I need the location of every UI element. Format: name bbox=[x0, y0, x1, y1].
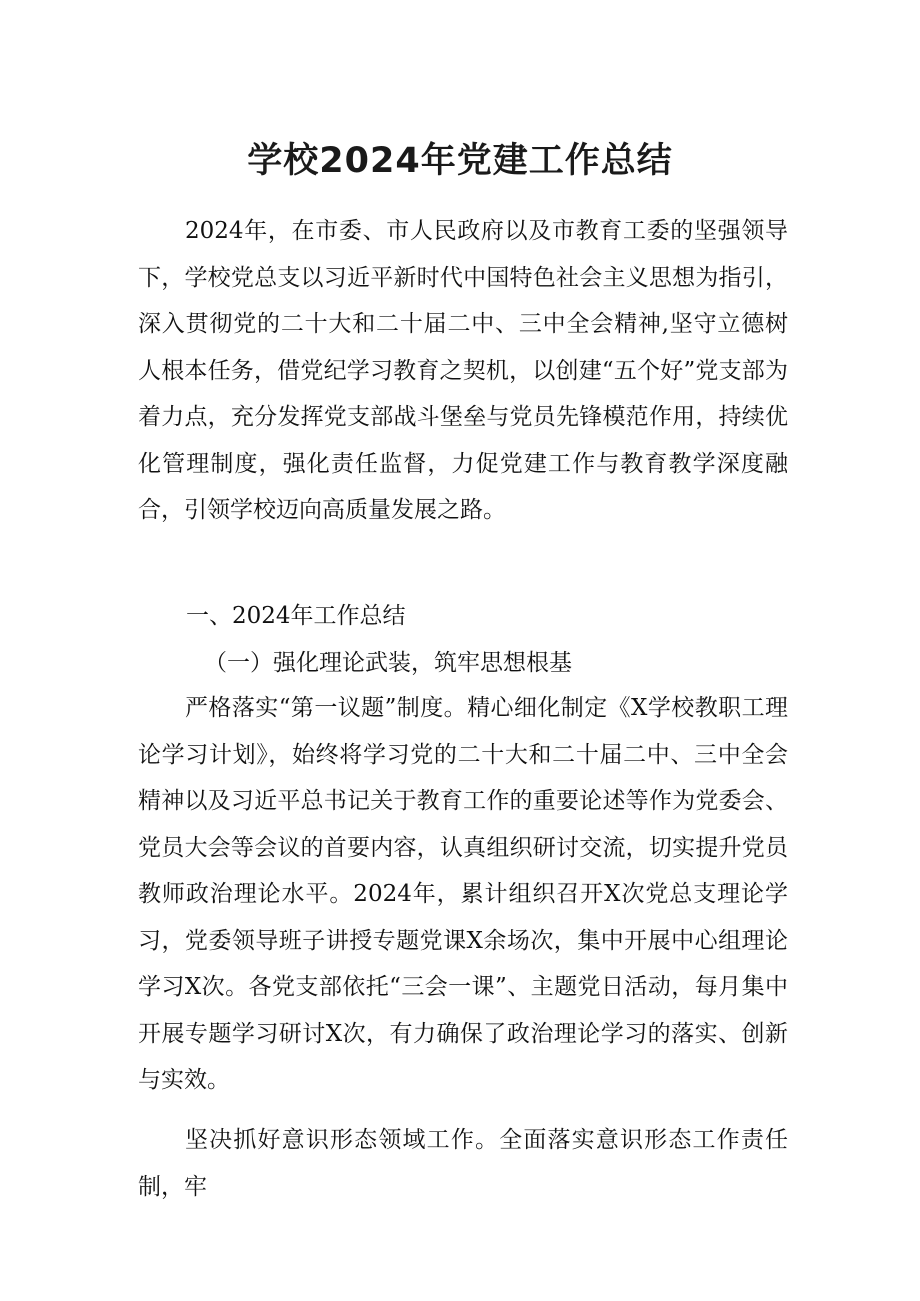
intro-paragraph: 2024年，在市委、市人民政府以及市教育工委的坚强领导下，学校党总支以习近平新时代中国特色社会主义思想为指引，深入贯彻党的二十大和二十届二中、三中全会精神,坚守立德树人根本任务，借党纪学习教育之契机，以创建“五个好”党支部为着力点，充分发挥党支部战斗堡垒与党员先锋模范作用，持续优化管理制度，强化责任监督，力促党建工作与教育教学深度融合，引领学校迈向高质量发展之路。 bbox=[138, 218, 788, 523]
subsection-heading: （一）强化理论武装，筑牢思想根基 bbox=[204, 650, 572, 676]
body-paragraph-2: 坚决抓好意识形态领域工作。全面落实意识形态工作责任制，牢 bbox=[138, 1127, 788, 1200]
document-title: 学校2024年党建工作总结 bbox=[247, 141, 673, 182]
body-paragraph-1: 严格落实“第一议题”制度。精心细化制定《X学校教职工理论学习计划》，始终将学习党的二十大和二十届二中、三中全会精神以及习近平总书记关于教育工作的重要论述等作为党委会、党员大会等会议的首要内容，认真组织研讨交流，切实提升党员教师政治理论水平。2024年，累计组织召开X次党总支理论学习，党委领导班子讲授专题党课X余场次，集中开展中心组理论学习X次。各党支部依托“三会一课”、主题党日活动，每月集中开展专题学习研讨X次，有力确保了政治理论学习的落实、创新与实效。 bbox=[138, 695, 788, 1093]
section-heading: 一、2024年工作总结 bbox=[186, 603, 406, 629]
